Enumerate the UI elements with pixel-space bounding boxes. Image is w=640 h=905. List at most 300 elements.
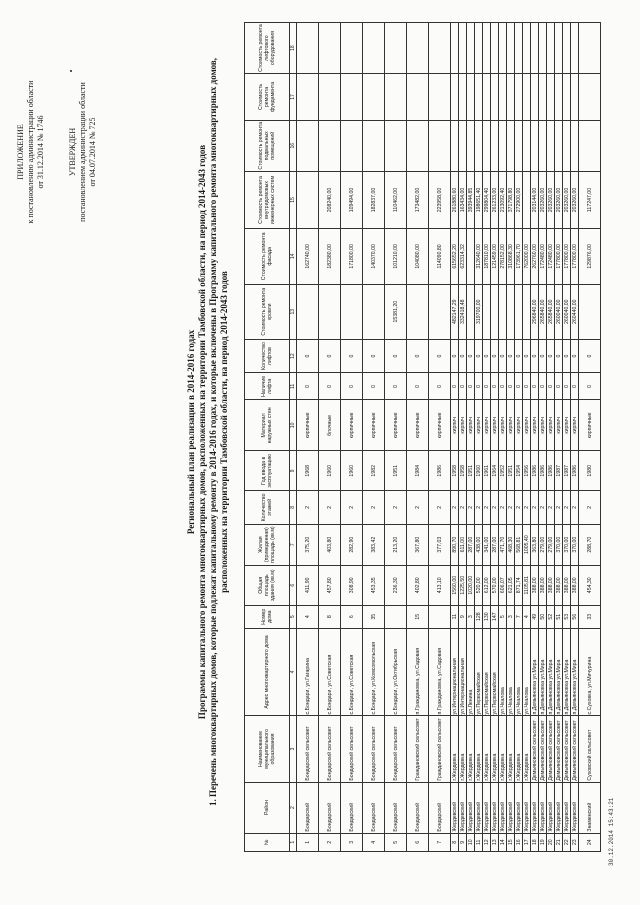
- table-cell: г.Жердевка: [451, 716, 459, 782]
- table-cell: 140370,00: [363, 229, 385, 284]
- table-cell: Бондарский: [341, 782, 363, 833]
- table-cell: 282,90: [341, 524, 363, 565]
- table-cell: 2: [507, 491, 515, 524]
- table-cell: 0: [531, 373, 539, 400]
- table-cell: 1986: [547, 451, 555, 491]
- table-cell: 8: [451, 833, 459, 851]
- table-cell: 2: [571, 491, 579, 524]
- column-index-cell: 10: [290, 400, 297, 451]
- table-cell: 203260,00: [547, 171, 555, 228]
- table-cell: 310868,30: [507, 229, 515, 284]
- table-cell: 147: [491, 605, 499, 628]
- table-cell: кирпич: [491, 400, 499, 451]
- table-cell: 177800,00: [555, 229, 563, 284]
- table-cell: ул.Интернациональная: [451, 628, 459, 716]
- table-cell: 1951: [385, 451, 407, 491]
- column-index-cell: 1: [290, 833, 297, 851]
- table-row: [297, 23, 319, 852]
- table-cell: 1960: [319, 451, 341, 491]
- houses-table-wrapper: [244, 22, 601, 852]
- table-cell: 110462,00: [385, 171, 407, 228]
- table-cell: 203260,00: [539, 171, 547, 228]
- table-cell: 296840,00: [531, 284, 539, 339]
- table-cell: 2: [579, 491, 601, 524]
- table-cell: 1005,40: [523, 524, 531, 565]
- table-cell: ул.Чкалова: [499, 628, 507, 716]
- column-index-row: [290, 23, 297, 852]
- table-cell: [539, 120, 547, 171]
- table-cell: 0: [547, 373, 555, 400]
- table-cell: 1968: [297, 451, 319, 491]
- table-cell: 21: [555, 833, 563, 851]
- table-cell: 0: [563, 373, 571, 400]
- table-cell: 173482,00: [407, 171, 429, 228]
- table-cell: 1951: [467, 451, 475, 491]
- approved-line-3: от 04.07.2014 № 725: [88, 117, 97, 187]
- table-cell: 0: [491, 339, 499, 372]
- table-cell: 182380,00: [319, 229, 341, 284]
- table-cell: 0: [531, 339, 539, 372]
- table-row: [515, 23, 523, 852]
- table-cell: 606,07: [499, 565, 507, 605]
- approved-header: [68, 22, 98, 282]
- table-row: [467, 23, 475, 852]
- table-cell: 0: [341, 339, 363, 372]
- table-cell: 1960: [341, 451, 363, 491]
- column-index-cell: 4: [290, 628, 297, 716]
- column-index-cell: 18: [290, 23, 297, 74]
- table-cell: ул.Чкалова: [515, 628, 523, 716]
- column-index-cell: 7: [290, 524, 297, 565]
- table-cell: [515, 74, 523, 121]
- column-header: Стоимость ремонта подвальных помещений: [245, 120, 290, 171]
- table-cell: [319, 120, 341, 171]
- table-cell: 2: [319, 833, 341, 851]
- table-cell: кирпич: [547, 400, 555, 451]
- table-cell: Жердевский: [523, 782, 531, 833]
- table-cell: [429, 23, 451, 74]
- table-cell: г.Жердевка: [475, 716, 483, 782]
- table-cell: 1951: [507, 451, 515, 491]
- table-cell: 53: [563, 605, 571, 628]
- table-cell: кирпич: [459, 400, 467, 451]
- table-cell: 203260,00: [563, 171, 571, 228]
- table-cell: 265840,00: [539, 284, 547, 339]
- table-cell: 2: [563, 491, 571, 524]
- table-cell: 0: [523, 339, 531, 372]
- table-cell: 383,42: [363, 524, 385, 565]
- table-cell: 2: [483, 491, 491, 524]
- table-cell: 279,00: [547, 524, 555, 565]
- table-cell: Граждановский сельсовет: [429, 716, 451, 782]
- table-cell: с.Бондари, ул.Гагарина: [297, 628, 319, 716]
- table-cell: [407, 120, 429, 171]
- table-cell: 12: [483, 833, 491, 851]
- table-cell: кирпичные: [363, 400, 385, 451]
- table-cell: 35: [363, 605, 385, 628]
- table-cell: [571, 120, 579, 171]
- table-cell: 4: [523, 605, 531, 628]
- table-cell: Знаменский: [579, 782, 601, 833]
- table-cell: 623314,32: [459, 229, 467, 284]
- table-cell: 890,70: [451, 524, 459, 565]
- table-row: [451, 23, 459, 852]
- table-cell: 388,00: [539, 565, 547, 605]
- table-cell: 0: [385, 373, 407, 400]
- table-cell: [385, 23, 407, 74]
- table-cell: [385, 605, 407, 628]
- table-row: [491, 23, 499, 852]
- table-cell: 388,00: [571, 565, 579, 605]
- table-cell: Жердевский: [507, 782, 515, 833]
- table-cell: [523, 23, 531, 74]
- table-cell: Бондарский: [407, 782, 429, 833]
- table-cell: 0: [579, 373, 601, 400]
- houses-table: [244, 22, 601, 852]
- table-cell: Жердевский: [547, 782, 555, 833]
- table-cell: 1960: [475, 451, 483, 491]
- table-cell: Жердевский: [459, 782, 467, 833]
- table-cell: 0: [547, 339, 555, 372]
- table-cell: [523, 171, 531, 228]
- table-cell: 1: [297, 833, 319, 851]
- table-cell: [563, 120, 571, 171]
- table-cell: кирпич: [515, 400, 523, 451]
- table-cell: 4: [297, 605, 319, 628]
- table-cell: Бондарский сельсовет: [297, 716, 319, 782]
- table-cell: 570,00: [491, 565, 499, 605]
- table-cell: 17: [523, 833, 531, 851]
- table-cell: [547, 23, 555, 74]
- table-cell: 130: [483, 605, 491, 628]
- table-cell: [515, 284, 523, 339]
- table-cell: Бондарский: [429, 782, 451, 833]
- table-cell: 2: [499, 491, 507, 524]
- table-cell: 0: [579, 339, 601, 372]
- table-row: [319, 23, 341, 852]
- table-cell: кирпич: [507, 400, 515, 451]
- table-cell: [429, 605, 451, 628]
- table-cell: Демьяновский сельсовет: [539, 716, 547, 782]
- table-cell: [491, 284, 499, 339]
- print-timestamp: 30.12.2014 15:43:21: [608, 797, 615, 866]
- table-cell: 0: [555, 339, 563, 372]
- table-cell: 402,80: [407, 565, 429, 605]
- column-header: Стоимость ремонта внутридомовых инженерных систем: [245, 171, 290, 228]
- table-cell: 2: [341, 491, 363, 524]
- column-index-cell: 15: [290, 171, 297, 228]
- table-cell: 162740,00: [297, 229, 319, 284]
- table-cell: 2: [407, 491, 429, 524]
- column-header: Стоимость ремонта лифтового оборудования: [245, 23, 290, 74]
- column-header: №: [245, 833, 290, 851]
- table-cell: 177800,00: [571, 229, 579, 284]
- table-cell: [523, 284, 531, 339]
- table-cell: Демьяновский сельсовет: [547, 716, 555, 782]
- table-cell: [507, 23, 515, 74]
- table-cell: кирпич: [467, 400, 475, 451]
- table-cell: Бондарский: [319, 782, 341, 833]
- table-cell: 1952: [499, 451, 507, 491]
- table-cell: 1982: [363, 451, 385, 491]
- table-cell: 262760,00: [531, 229, 539, 284]
- table-cell: 163434,00: [459, 171, 467, 228]
- table-cell: [459, 23, 467, 74]
- table-cell: Жердевский: [475, 782, 483, 833]
- table-cell: Бондарский: [297, 782, 319, 833]
- table-cell: 0: [451, 339, 459, 372]
- table-cell: 411,90: [297, 565, 319, 605]
- table-cell: 388,00: [555, 565, 563, 605]
- table-cell: 2: [547, 491, 555, 524]
- table-cell: 15: [407, 605, 429, 628]
- table-cell: [429, 284, 451, 339]
- table-cell: 11: [475, 833, 483, 851]
- table-cell: Бондарский сельсовет: [319, 716, 341, 782]
- table-cell: 375,20: [297, 524, 319, 565]
- table-cell: ул.Чкалова: [523, 628, 531, 716]
- table-cell: 1958: [451, 451, 459, 491]
- table-cell: 1984: [407, 451, 429, 491]
- table-cell: п.Демьяновка ул.Мира: [571, 628, 579, 716]
- table-cell: 22: [563, 833, 571, 851]
- table-cell: кирпич: [539, 400, 547, 451]
- table-cell: [531, 120, 539, 171]
- table-cell: Жердевский: [499, 782, 507, 833]
- table-cell: ул.Первомайская: [491, 628, 499, 716]
- table-cell: ул.Интернациональная: [459, 628, 467, 716]
- table-row: [579, 23, 601, 852]
- table-cell: 265840,00: [547, 284, 555, 339]
- table-cell: г.Жердевка: [507, 716, 515, 782]
- table-cell: [319, 74, 341, 121]
- table-cell: [507, 284, 515, 339]
- table-cell: 2: [319, 491, 341, 524]
- table-cell: [555, 120, 563, 171]
- table-cell: [363, 284, 385, 339]
- table-cell: 871,74: [515, 565, 523, 605]
- column-header: Количество этажей: [245, 491, 290, 524]
- table-cell: 182837,00: [363, 171, 385, 228]
- table-cell: 50: [539, 605, 547, 628]
- table-cell: 101210,00: [385, 229, 407, 284]
- table-cell: 457,80: [319, 565, 341, 605]
- table-cell: 1956: [523, 451, 531, 491]
- table-cell: 0: [467, 373, 475, 400]
- table-row: [429, 23, 451, 852]
- table-cell: 4: [363, 833, 385, 851]
- table-cell: [407, 74, 429, 121]
- table-cell: кирпич: [523, 400, 531, 451]
- table-cell: п.Граждановка, ул.Садовая: [429, 628, 451, 716]
- table-cell: 370,00: [571, 524, 579, 565]
- table-cell: [531, 23, 539, 74]
- table-cell: 612,00: [483, 565, 491, 605]
- column-index-cell: 2: [290, 782, 297, 833]
- table-cell: 1986: [429, 451, 451, 491]
- table-cell: 1954: [515, 451, 523, 491]
- table-cell: Бондарский сельсовет: [363, 716, 385, 782]
- table-cell: Демьяновский сельсовет: [531, 716, 539, 782]
- table-cell: блочные: [319, 400, 341, 451]
- table-cell: 16: [515, 833, 523, 851]
- table-cell: 261233,00: [491, 171, 499, 228]
- table-cell: [475, 74, 483, 121]
- table-cell: 520,00: [475, 565, 483, 605]
- table-cell: 3: [507, 605, 515, 628]
- table-cell: Бондарский: [363, 782, 385, 833]
- table-cell: ул.Ленина: [467, 628, 475, 716]
- table-cell: [579, 120, 601, 171]
- table-cell: 1987: [555, 451, 563, 491]
- table-cell: [385, 74, 407, 121]
- table-cell: 2: [515, 491, 523, 524]
- table-cell: Жердевский: [563, 782, 571, 833]
- table-cell: [341, 120, 363, 171]
- column-index-cell: 8: [290, 491, 297, 524]
- column-index-cell: 12: [290, 339, 297, 372]
- table-cell: кирпичные: [407, 400, 429, 451]
- title-line-2: Программы капитального ремонта многоквартирных домов, расположенных на территории Тамбовской области, на период 2014-2043 годов: [197, 144, 207, 720]
- table-cell: 2: [467, 491, 475, 524]
- column-header: Номер дома: [245, 605, 290, 628]
- table-cell: [297, 74, 319, 121]
- column-index-cell: 13: [290, 284, 297, 339]
- table-cell: 1964: [491, 451, 499, 491]
- rotated-sheet: [8, 7, 628, 872]
- table-cell: Жердевский: [531, 782, 539, 833]
- appendix-line-1: ПРИЛОЖЕНИЕ: [16, 124, 25, 180]
- table-row: [483, 23, 491, 852]
- table-cell: Жердевский: [539, 782, 547, 833]
- table-cell: [563, 74, 571, 121]
- table-cell: [429, 120, 451, 171]
- table-cell: 24: [579, 833, 601, 851]
- table-cell: Жердевский: [483, 782, 491, 833]
- table-cell: 114090,80: [429, 229, 451, 284]
- table-cell: 388,00: [531, 565, 539, 605]
- table-cell: Жердевский: [555, 782, 563, 833]
- table-cell: 762000,00: [523, 229, 531, 284]
- table-cell: [539, 74, 547, 121]
- table-cell: 287,00: [467, 524, 475, 565]
- approved-line-1: УТВЕРЖДЕН: [68, 127, 77, 177]
- table-cell: 128: [475, 605, 483, 628]
- table-cell: кирпич: [563, 400, 571, 451]
- table-cell: 171800,00: [341, 229, 363, 284]
- table-cell: 363,80: [531, 524, 539, 565]
- table-cell: 6: [341, 605, 363, 628]
- table-cell: Граждановский сельсовет: [407, 716, 429, 782]
- table-cell: Демьяновский сельсовет: [555, 716, 563, 782]
- table-cell: 1105,81: [523, 565, 531, 605]
- table-cell: 2: [363, 491, 385, 524]
- table-cell: [491, 23, 499, 74]
- table-cell: 0: [429, 339, 451, 372]
- table-cell: 203260,00: [555, 171, 563, 228]
- table-cell: 117247,00: [579, 171, 601, 228]
- table-row: [563, 23, 571, 852]
- table-cell: [341, 284, 363, 339]
- table-cell: [363, 120, 385, 171]
- table-cell: 129876,00: [579, 229, 601, 284]
- table-cell: 15381,20: [385, 284, 407, 339]
- table-cell: [547, 74, 555, 121]
- table-cell: кирпич: [571, 400, 579, 451]
- table-cell: [579, 74, 601, 121]
- table-cell: 568,81: [515, 524, 523, 565]
- table-cell: ул.Первомайская: [475, 628, 483, 716]
- table-cell: 177800,00: [563, 229, 571, 284]
- table-cell: [407, 284, 429, 339]
- table-cell: 0: [483, 339, 491, 372]
- table-cell: [515, 120, 523, 171]
- table-cell: ул.Первомайская: [483, 628, 491, 716]
- table-cell: [547, 120, 555, 171]
- table-cell: 393944,85: [467, 171, 475, 228]
- title-line-1: Региональный план реализации в 2014-2016 годах: [186, 329, 196, 535]
- column-header: Стоимость ремонта фасада: [245, 229, 290, 284]
- table-cell: [467, 120, 475, 171]
- table-cell: 20: [547, 833, 555, 851]
- table-cell: 13: [491, 833, 499, 851]
- table-cell: [523, 120, 531, 171]
- table-row: [407, 23, 429, 852]
- table-cell: Жердевский: [571, 782, 579, 833]
- table-cell: Демьяновский сельсовет: [571, 716, 579, 782]
- column-header: Общая площадь здания (кв.м): [245, 565, 290, 605]
- table-cell: [531, 74, 539, 121]
- table-cell: 173961,70: [515, 229, 523, 284]
- table-cell: [515, 23, 523, 74]
- table-cell: 0: [451, 373, 459, 400]
- table-cell: 0: [297, 373, 319, 400]
- table-cell: 198651,40: [475, 171, 483, 228]
- table-cell: Бондарский сельсовет: [341, 716, 363, 782]
- table-cell: 261880,60: [451, 171, 459, 228]
- table-cell: [555, 74, 563, 121]
- table-cell: 2: [459, 491, 467, 524]
- table-cell: ул.Чкалова: [507, 628, 515, 716]
- column-header: Материал наружных стен: [245, 400, 290, 451]
- table-cell: [483, 23, 491, 74]
- table-cell: 5: [499, 605, 507, 628]
- table-cell: 19: [539, 833, 547, 851]
- table-cell: 0: [555, 373, 563, 400]
- table-cell: г.Жердевка: [499, 716, 507, 782]
- table-cell: 454,30: [579, 565, 601, 605]
- table-cell: 377,03: [429, 524, 451, 565]
- column-index-cell: 17: [290, 74, 297, 121]
- table-cell: кирпич: [483, 400, 491, 451]
- table-cell: Суховский сельсовет: [579, 716, 601, 782]
- table-cell: 213092,40: [499, 171, 507, 228]
- table-cell: 9: [459, 605, 467, 628]
- table-cell: [491, 74, 499, 121]
- table-cell: 1020,00: [467, 565, 475, 605]
- table-cell: 172480,00: [547, 229, 555, 284]
- table-cell: 8: [319, 605, 341, 628]
- table-row: [475, 23, 483, 852]
- table-row: [523, 23, 531, 852]
- column-index-cell: 14: [290, 229, 297, 284]
- table-cell: кирпичные: [341, 400, 363, 451]
- table-cell: [483, 74, 491, 121]
- table-cell: [297, 23, 319, 74]
- table-cell: [499, 74, 507, 121]
- table-cell: 11: [451, 605, 459, 628]
- table-cell: 0: [523, 373, 531, 400]
